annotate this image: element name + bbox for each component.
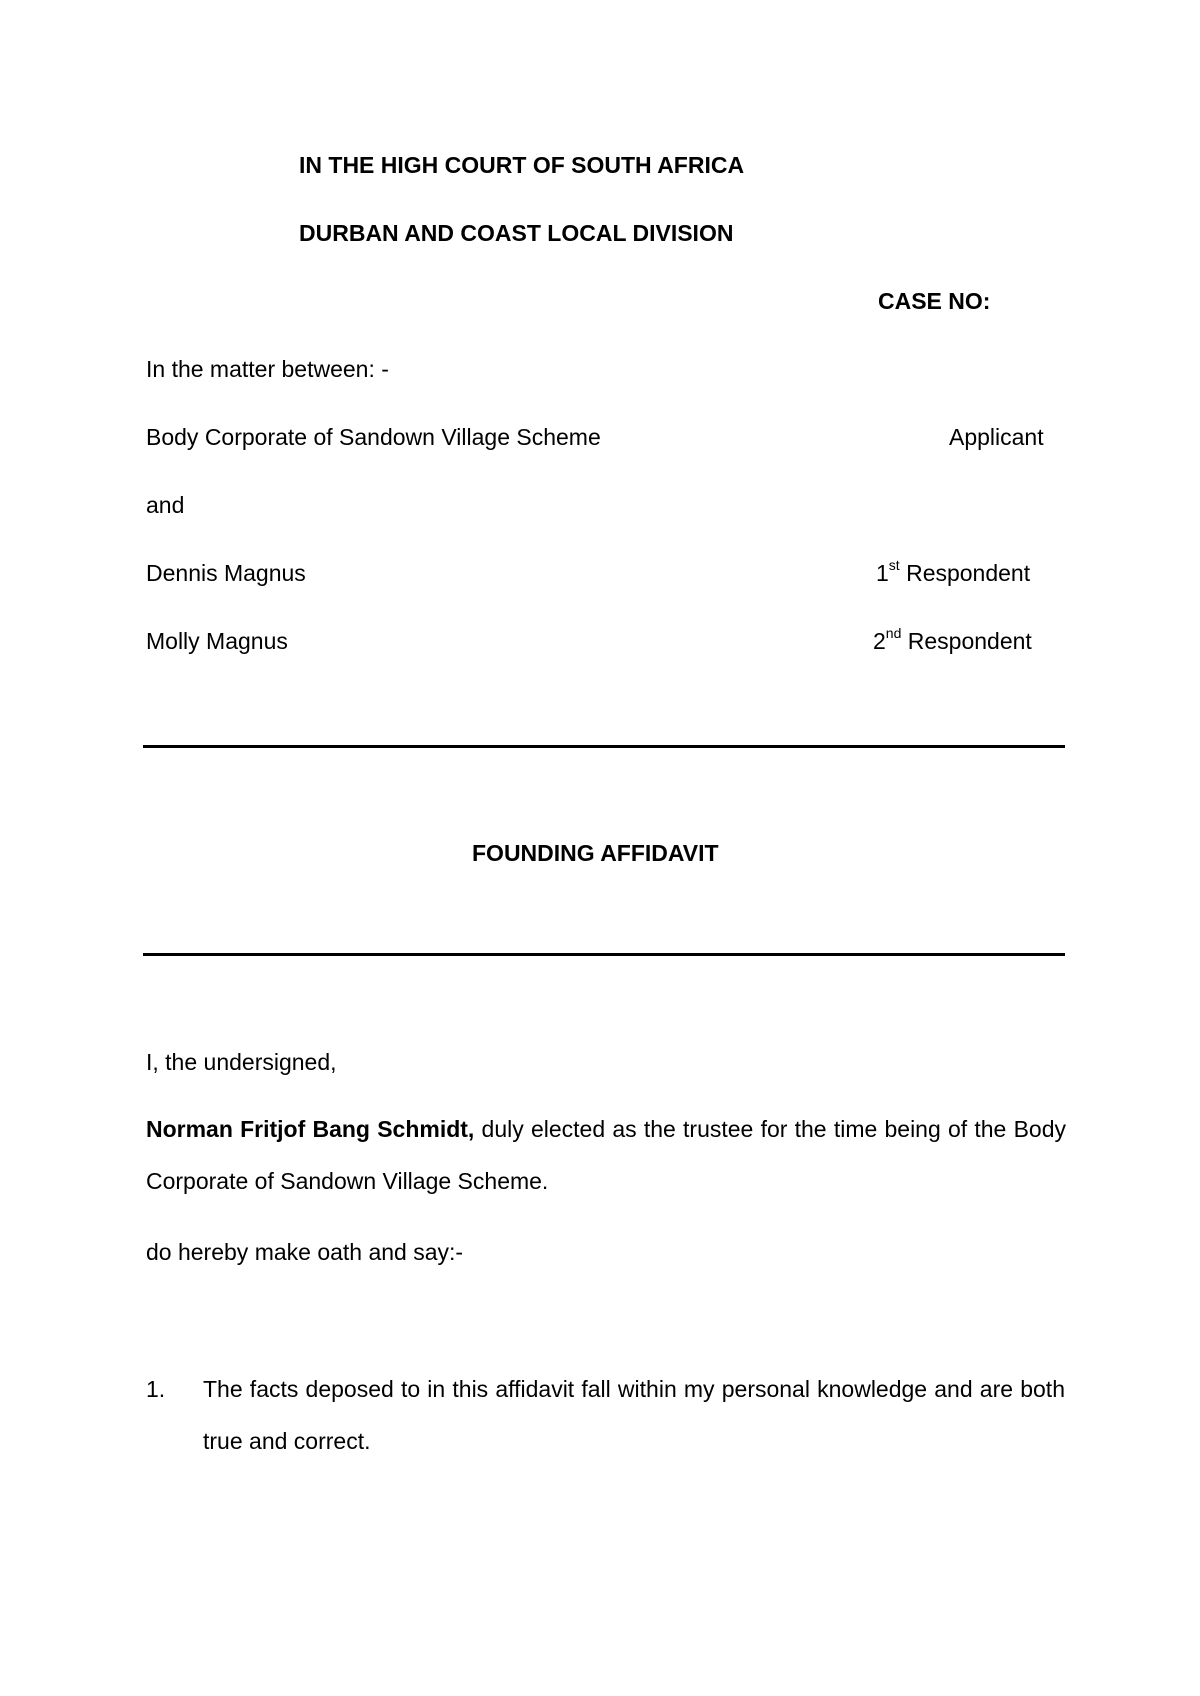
deponent-capacity: duly elected as the trustee for the time being of the Body Corporate of Sandown Village Scheme. xyxy=(146,1116,1066,1194)
parties-intro: In the matter between: - xyxy=(146,356,389,382)
ordinal-suffix: nd xyxy=(885,625,902,642)
second-respondent-role: 2nd Respondent xyxy=(873,625,1032,654)
ordinal-suffix: st xyxy=(888,557,900,574)
division-heading: DURBAN AND COAST LOCAL DIVISION xyxy=(299,220,734,246)
paragraph-number: 1. xyxy=(146,1376,166,1402)
top-divider xyxy=(143,745,1065,748)
court-heading: IN THE HIGH COURT OF SOUTH AFRICA xyxy=(299,152,745,178)
bottom-divider xyxy=(143,953,1065,956)
applicant-role: Applicant xyxy=(949,424,1044,450)
parties-conjunction: and xyxy=(146,492,185,518)
deponent-name: Norman Fritjof Bang Schmidt, xyxy=(146,1116,475,1142)
first-respondent-role: 1st Respondent xyxy=(876,557,1031,586)
deponent-paragraph xyxy=(146,1103,1066,1207)
paragraph-text: The facts deposed to in this affidavit fall within my personal knowledge and are both true and correct. xyxy=(203,1376,1065,1454)
first-respondent-name: Dennis Magnus xyxy=(146,560,306,586)
case-number-label: CASE NO: xyxy=(878,288,991,314)
second-respondent-name: Molly Magnus xyxy=(146,628,288,654)
document-title: FOUNDING AFFIDAVIT xyxy=(472,840,719,866)
applicant-name: Body Corporate of Sandown Village Scheme xyxy=(146,424,601,450)
oath-line: do hereby make oath and say:- xyxy=(146,1239,464,1265)
opening-line: I, the undersigned, xyxy=(146,1049,337,1075)
